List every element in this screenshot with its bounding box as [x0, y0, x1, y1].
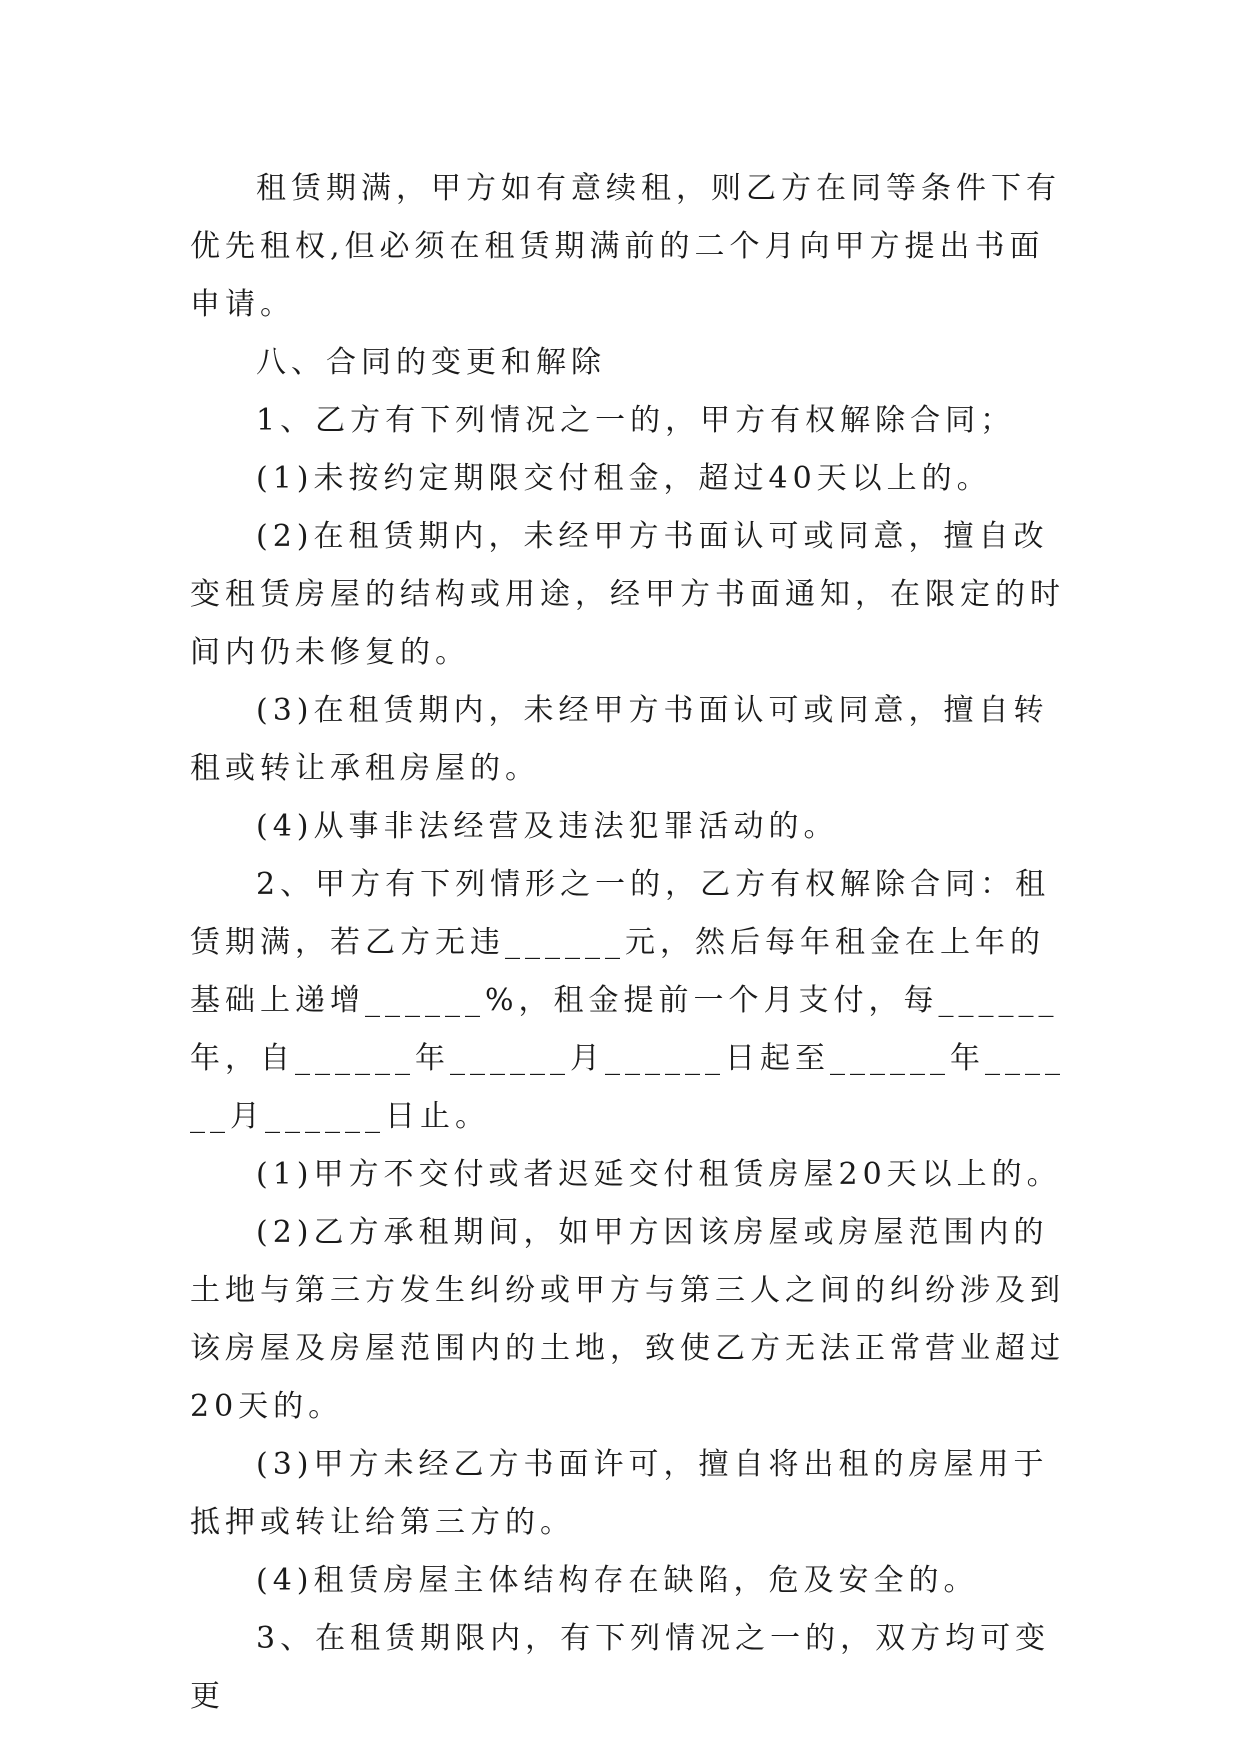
paragraph-clause-1: 1、乙方有下列情况之一的，甲方有权解除合同；: [256, 403, 1016, 438]
paragraph-clause-3: 3、在租赁期限内，有下列情况之一的，双方均可变更: [190, 1621, 1051, 1714]
paragraph-clause-2-item-4: (4)租赁房屋主体结构存在缺陷，危及安全的。: [256, 1563, 979, 1598]
paragraph-clause-1-item-1: (1)未按约定期限交付租金，超过40天以上的。: [256, 461, 992, 496]
paragraph-clause-1-item-4: (4)从事非法经营及违法犯罪活动的。: [256, 809, 839, 844]
contract-body: [190, 160, 1070, 1726]
section-heading-change-termination: 八、合同的变更和解除: [256, 345, 606, 380]
paragraph-clause-1-item-2: (2)在租赁期内，未经甲方书面认可或同意，擅自改变租赁房屋的结构或用途，经甲方书面通知，在限定的时间内仍未修复的。: [190, 519, 1065, 670]
paragraph-clause-2: 2、甲方有下列情形之一的，乙方有权解除合同：租赁期满，若乙方无违______元，然后每年租金在上年的基础上递增______%，租金提前一个月支付，每______年，自______年______月______日起至______年______月______日止。: [190, 867, 1065, 1134]
paragraph-clause-2-item-1: (1)甲方不交付或者迟延交付租赁房屋20天以上的。: [256, 1157, 1062, 1192]
paragraph-clause-2-item-2: (2)乙方承租期间，如甲方因该房屋或房屋范围内的土地与第三方发生纠纷或甲方与第三人之间的纠纷涉及到该房屋及房屋范围内的土地，致使乙方无法正常营业超过20天的。: [190, 1215, 1065, 1424]
paragraph-renewal-priority: 租赁期满，甲方如有意续租，则乙方在同等条件下有优先租权,但必须在租赁期满前的二个月向甲方提出书面申请。: [190, 171, 1061, 322]
paragraph-clause-2-item-3: (3)甲方未经乙方书面许可，擅自将出租的房屋用于抵押或转让给第三方的。: [190, 1447, 1049, 1540]
paragraph-clause-1-item-3: (3)在租赁期内，未经甲方书面认可或同意，擅自转租或转让承租房屋的。: [190, 693, 1049, 786]
